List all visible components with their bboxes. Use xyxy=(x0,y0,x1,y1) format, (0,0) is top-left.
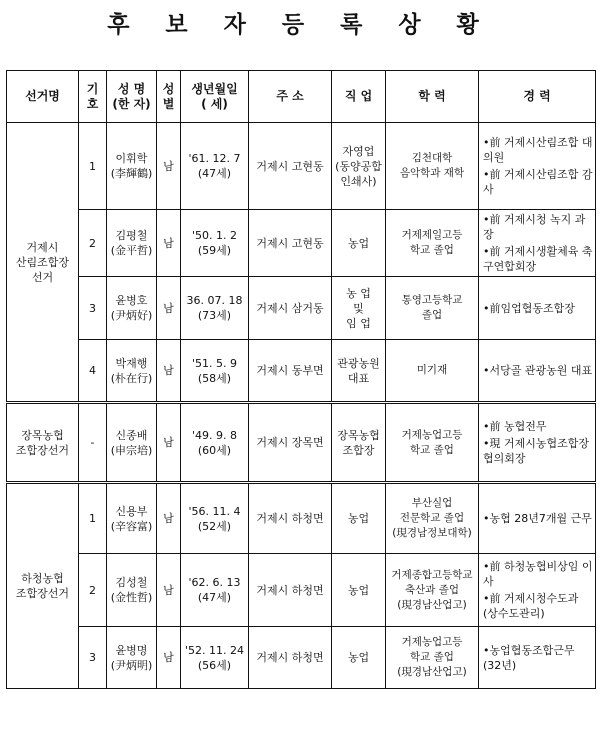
name-cell: 윤병명 (尹炳明) xyxy=(107,627,157,689)
address-cell: 거제시 하청면 xyxy=(249,554,332,627)
career-item: •前 거제시청 녹지 과장 xyxy=(483,213,586,241)
career-cell xyxy=(479,277,596,340)
dob-cell: '50. 1. 2 (59세) xyxy=(181,210,249,277)
career-item: •농협 28년7개월 근무 xyxy=(483,512,592,525)
name-cell: 이휘학 (李輝鶴) xyxy=(107,123,157,210)
career-item: •前 농협전무 xyxy=(483,420,547,433)
address-cell: 거제시 삼거동 xyxy=(249,277,332,340)
address-cell: 거제시 하청면 xyxy=(249,627,332,689)
number-cell: 2 xyxy=(79,210,107,277)
dob-cell: '56. 11. 4 (52세) xyxy=(181,483,249,554)
career-item: •前 거제시산림조합 감사 xyxy=(483,168,593,196)
career-item: •前 거제시청수도과 (상수도관리) xyxy=(483,592,579,620)
job-cell: 관광농원 대표 xyxy=(332,340,386,403)
header-job: 직 업 xyxy=(332,71,386,123)
page-title: 후 보 자 등 록 상 황 xyxy=(107,11,493,38)
education-cell: 거제제일고등 학교 졸업 xyxy=(386,210,479,277)
gender-cell: 남 xyxy=(157,403,181,483)
header-gender: 성별 xyxy=(157,71,181,123)
career-cell xyxy=(479,483,596,554)
career-cell xyxy=(479,627,596,689)
table-row xyxy=(7,340,596,403)
career-item: •現 거제시농협조합장 협의회장 xyxy=(483,437,589,465)
career-item: •前 거제시산림조합 대의원 xyxy=(483,136,593,164)
gender-cell: 남 xyxy=(157,627,181,689)
gender-cell: 남 xyxy=(157,483,181,554)
job-cell: 농 업 및 임 업 xyxy=(332,277,386,340)
candidate-table xyxy=(6,70,596,689)
table-row xyxy=(7,123,596,210)
address-cell: 거제시 하청면 xyxy=(249,483,332,554)
education-cell: 거제농업고등 학교 졸업 (現경남산업고) xyxy=(386,627,479,689)
career-cell xyxy=(479,340,596,403)
name-cell: 김평철 (金平哲) xyxy=(107,210,157,277)
gender-cell: 남 xyxy=(157,123,181,210)
header-election: 선거명 xyxy=(7,71,79,123)
table-row xyxy=(7,483,596,554)
education-cell: 미기재 xyxy=(386,340,479,403)
name-cell: 김성철 (金性哲) xyxy=(107,554,157,627)
address-cell: 거제시 고현동 xyxy=(249,123,332,210)
header-number: 기호 xyxy=(79,71,107,123)
career-item: •서당골 관광농원 대표 xyxy=(483,364,593,377)
education-cell: 김천대학 음악학과 재학 xyxy=(386,123,479,210)
career-item: •前 하청농협비상임 이사 xyxy=(483,560,593,588)
number-cell: - xyxy=(79,403,107,483)
number-cell: 3 xyxy=(79,627,107,689)
job-cell: 농업 xyxy=(332,210,386,277)
number-cell: 2 xyxy=(79,554,107,627)
header-dob: 생년월일 ( 세) xyxy=(181,71,249,123)
election-cell: 장목농협 조합장선거 xyxy=(7,403,79,483)
gender-cell: 남 xyxy=(157,277,181,340)
career-cell xyxy=(479,123,596,210)
career-item: •前임업협동조합장 xyxy=(483,301,575,315)
header-row xyxy=(7,71,596,123)
job-cell: 자영업 (동양공합 인쇄사) xyxy=(332,123,386,210)
header-career: 경 력 xyxy=(479,71,596,123)
table-row xyxy=(7,210,596,277)
name-cell: 신용부 (辛容富) xyxy=(107,483,157,554)
election-cell: 하청농협 조합장선거 xyxy=(7,483,79,689)
gender-cell: 남 xyxy=(157,554,181,627)
address-cell: 거제시 동부면 xyxy=(249,340,332,403)
career-cell xyxy=(479,554,596,627)
number-cell: 1 xyxy=(79,483,107,554)
career-cell xyxy=(479,210,596,277)
dob-cell: '51. 5. 9 (58세) xyxy=(181,340,249,403)
header-education: 학 력 xyxy=(386,71,479,123)
job-cell: 농업 xyxy=(332,554,386,627)
name-cell: 박재행 (朴在行) xyxy=(107,340,157,403)
election-cell: 거제시 산림조합장 선거 xyxy=(7,123,79,403)
education-cell: 부산실업 전문학교 졸업 (現경남정보대학) xyxy=(386,483,479,554)
career-item: •농업협동조합근무 (32년) xyxy=(483,643,575,672)
education-cell: 거제종합고등학교 축산과 졸업 (現경남산업고) xyxy=(386,554,479,627)
number-cell: 3 xyxy=(79,277,107,340)
gender-cell: 남 xyxy=(157,210,181,277)
address-cell: 거제시 고현동 xyxy=(249,210,332,277)
career-item: •前 거제시생활체육 축구연합회장 xyxy=(483,245,593,273)
table-row xyxy=(7,277,596,340)
number-cell: 4 xyxy=(79,340,107,403)
number-cell: 1 xyxy=(79,123,107,210)
name-cell: 윤병호 (尹炳好) xyxy=(107,277,157,340)
dob-cell: 36. 07. 18 (73세) xyxy=(181,277,249,340)
job-cell: 농업 xyxy=(332,483,386,554)
table-row xyxy=(7,403,596,483)
header-name: 성 명 (한 자) xyxy=(107,71,157,123)
name-cell: 신종배 (申宗培) xyxy=(107,403,157,483)
dob-cell: '49. 9. 8 (60세) xyxy=(181,403,249,483)
table-row xyxy=(7,627,596,689)
education-cell: 거제농업고등 학교 졸업 xyxy=(386,403,479,483)
job-cell: 장목농협 조합장 xyxy=(332,403,386,483)
header-address: 주 소 xyxy=(249,71,332,123)
address-cell: 거제시 장목면 xyxy=(249,403,332,483)
dob-cell: '52. 11. 24 (56세) xyxy=(181,627,249,689)
career-cell xyxy=(479,403,596,483)
education-cell: 통영고등학교 졸업 xyxy=(386,277,479,340)
dob-cell: '62. 6. 13 (47세) xyxy=(181,554,249,627)
dob-cell: '61. 12. 7 (47세) xyxy=(181,123,249,210)
table-row xyxy=(7,554,596,627)
gender-cell: 남 xyxy=(157,340,181,403)
job-cell: 농업 xyxy=(332,627,386,689)
